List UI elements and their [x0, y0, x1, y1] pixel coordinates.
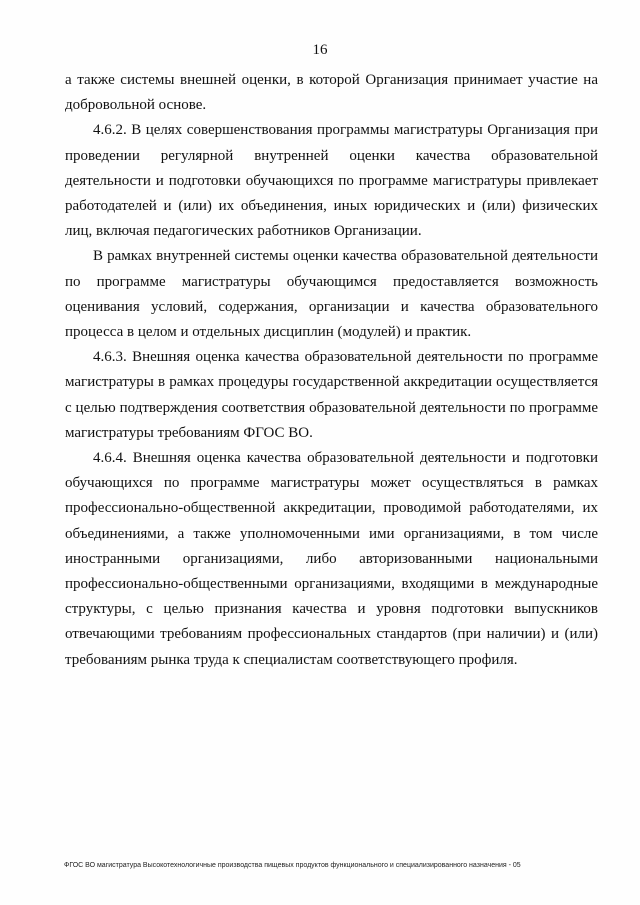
paragraph-4-6-2: 4.6.2. В целях совершенствования программы магистратуры Организация при проведении регулярной внутренней оценки качества образовательной деятельности и подготовки обучающихся по программе магистратуры привлекает работодателей и (или) их объединения, иных юридических и (или) физических лиц, включая педагогических работников Организации. — [65, 122, 598, 240]
paragraph-internal-assessment: В рамках внутренней системы оценки качества образовательной деятельности по программе магистратуры обучающимся предоставляется возможность оценивания условий, содержания, организации и качества образовательного процесса в целом и отдельных дисциплин (модулей) и практик. — [65, 248, 598, 341]
paragraph-4-6-4: 4.6.4. Внешняя оценка качества образовательной деятельности и подготовки обучающихся по программе магистратуры может осуществляться в рамках профессионально-общественной аккредитации, проводимой работодателями, их объединениями, а также уполномоченными ими организациями, в том числе иностранными организациями, либо авторизованными национальными профессионально-общественными организациями, входящими в международные структуры, с целью признания качества и уровня подготовки выпускников отвечающими требованиям профессиональных стандартов (при наличии) и (или) требованиям рынка труда к специалистам соответствующего профиля. — [65, 450, 598, 668]
paragraph-4-6-3: 4.6.3. Внешняя оценка качества образовательной деятельности по программе магистратуры в рамках процедуры государственной аккредитации осуществляется с целью подтверждения соответствия образовательной деятельности по программе магистратуры требованиям ФГОС ВО. — [65, 349, 598, 441]
page-footer: ФГОС ВО магистратура Высокотехнологичные производства пищевых продуктов функционального и специализированного назначения - 05 — [64, 862, 521, 869]
page-number: 16 — [312, 42, 328, 58]
document-body — [65, 68, 598, 673]
paragraph-continuation: а также системы внешней оценки, в которой Организация принимает участие на добровольной основе. — [65, 72, 598, 114]
